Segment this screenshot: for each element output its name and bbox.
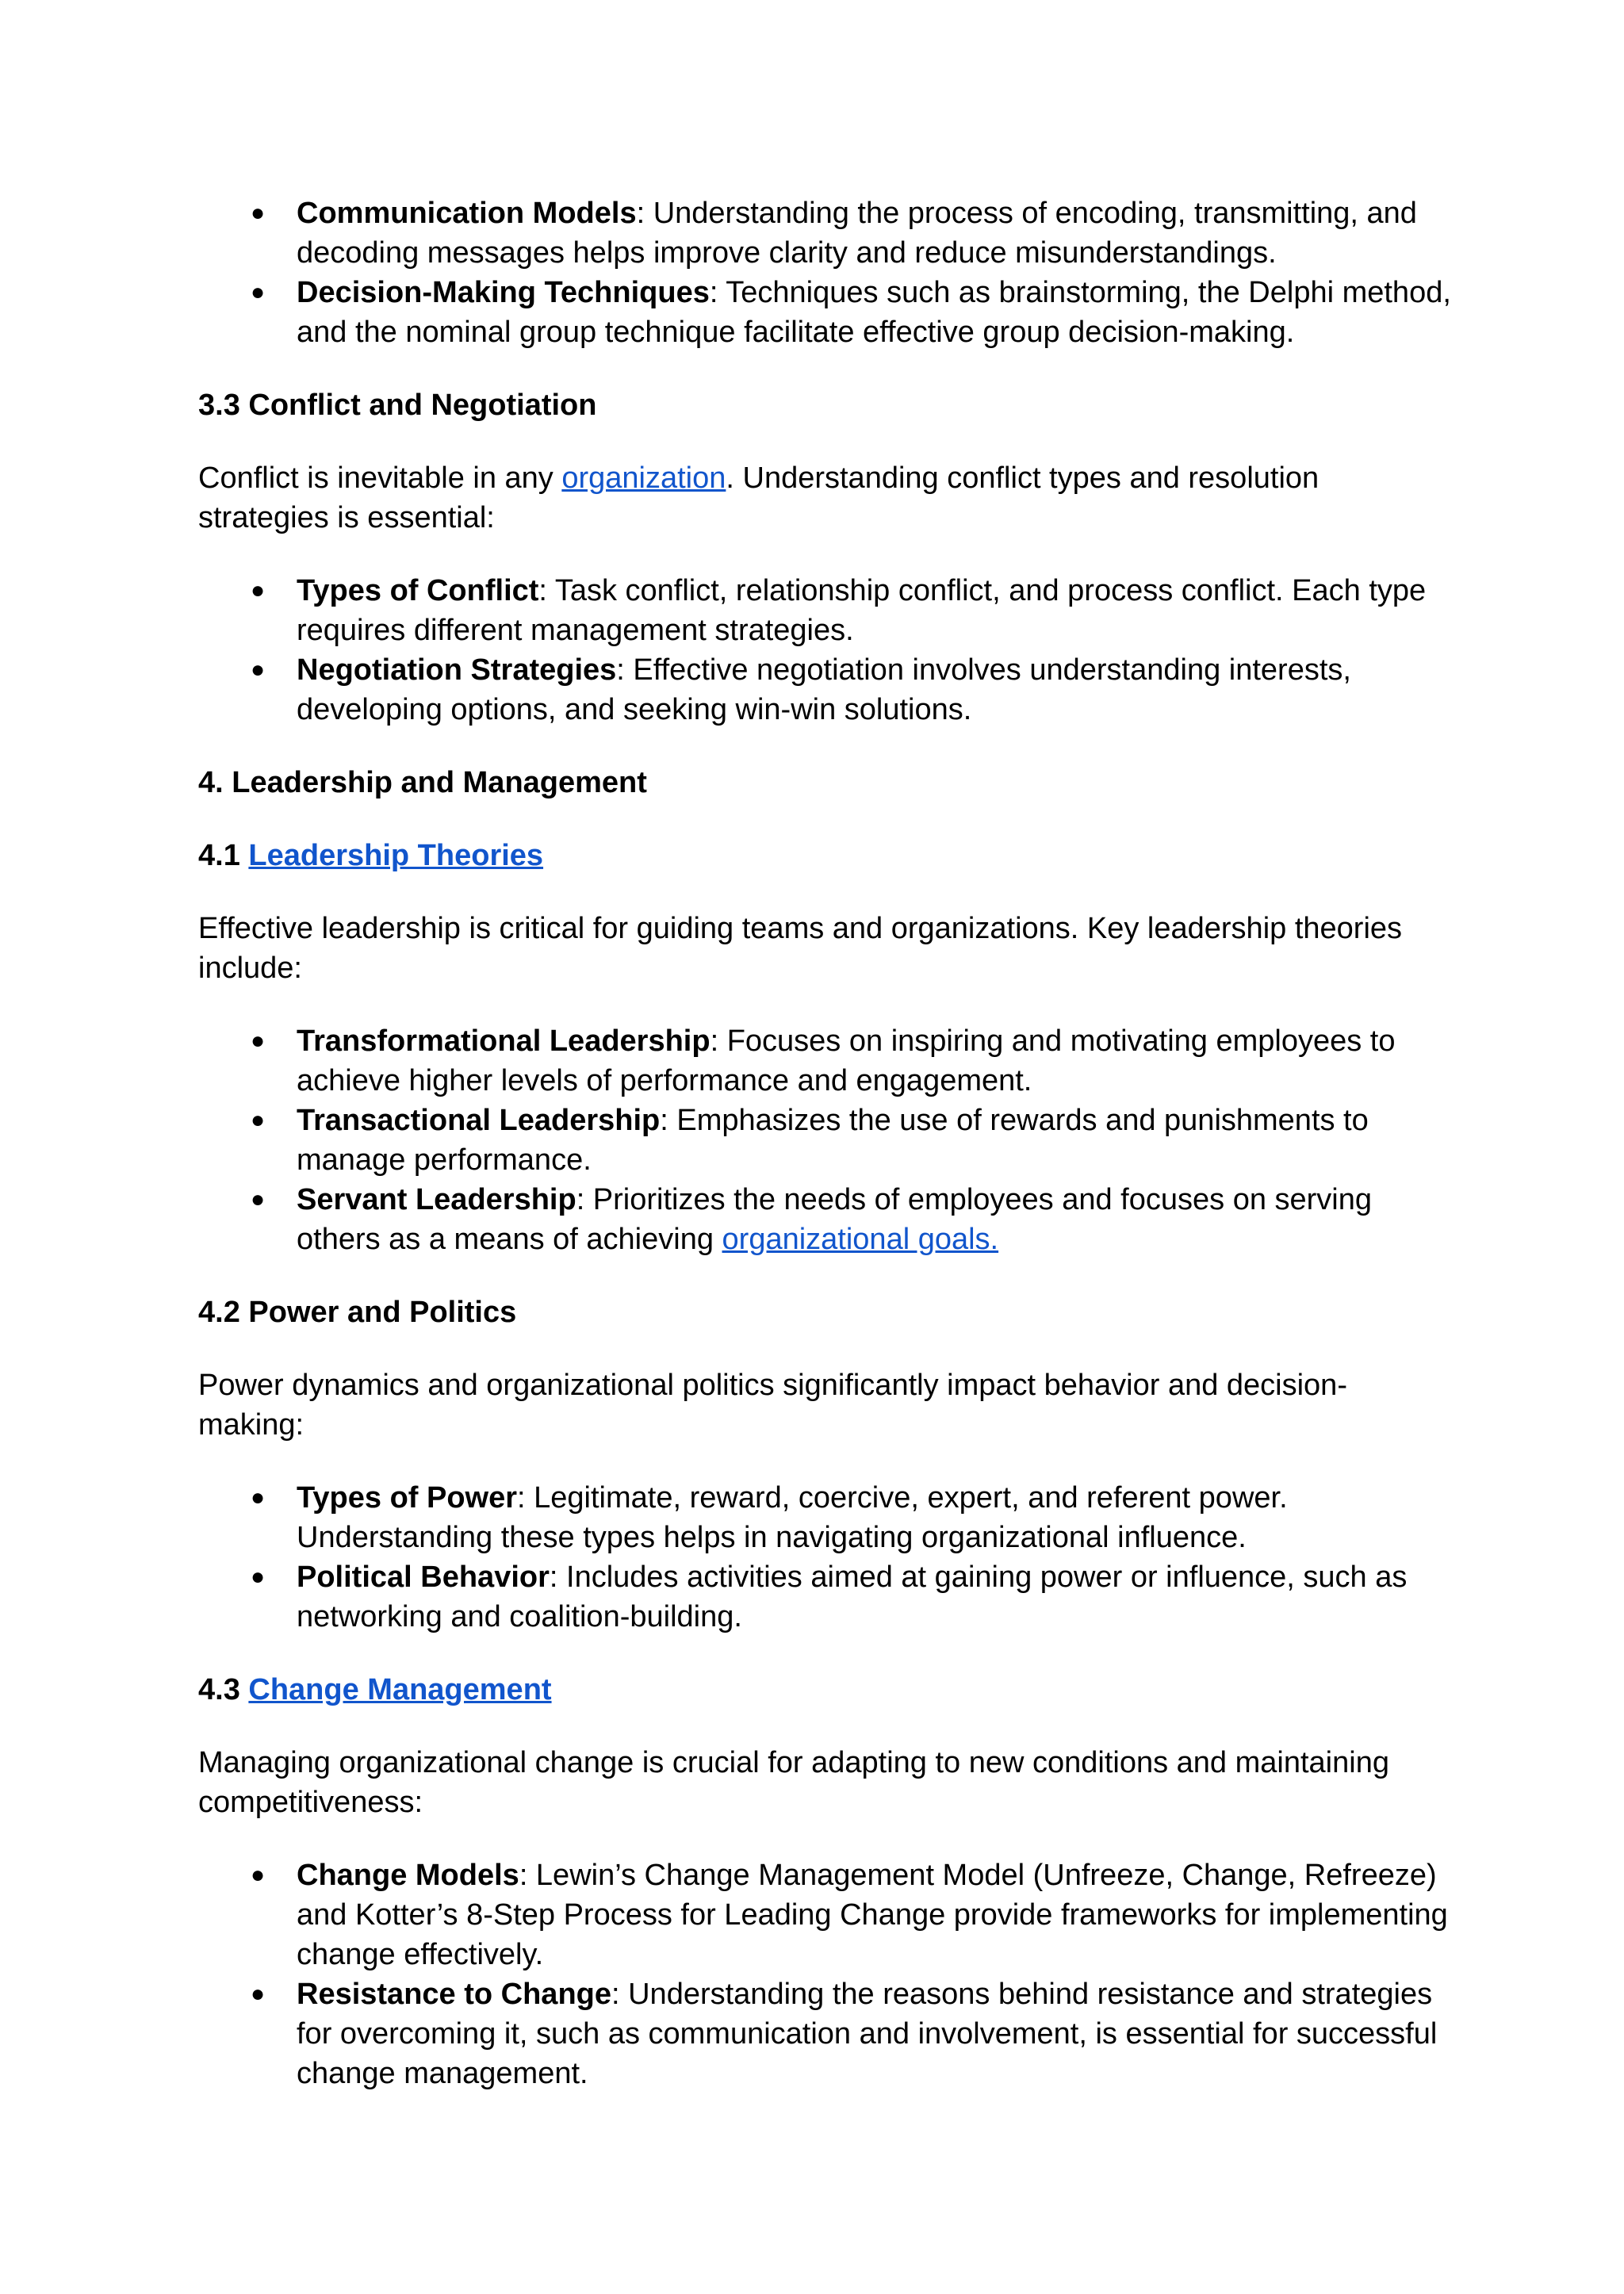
- section-intro-conflict: [198, 458, 1451, 538]
- list-item: [198, 1855, 1451, 1974]
- communication-list: [198, 193, 1451, 352]
- organization-link[interactable]: organization: [561, 461, 726, 495]
- section-heading-change-management: [198, 1670, 1451, 1710]
- bullet-icon: ●: [251, 657, 266, 683]
- list-item-text: : Understanding the process of encoding, transmitting, and decoding messages helps improve clarity and reduce misunderstandings.: [297, 197, 1417, 270]
- list-item: [198, 1974, 1451, 2093]
- list-item: [198, 1478, 1451, 1557]
- section-heading-power-politics: 4.2 Power and Politics: [198, 1296, 517, 1329]
- leadership-list: [198, 1021, 1451, 1259]
- section-intro-change: Managing organizational change is crucial for adapting to new conditions and maintaining competitiveness:: [198, 1746, 1389, 1819]
- list-item-term: Types of Power: [297, 1481, 518, 1515]
- list-item-text: : Legitimate, reward, coercive, expert, and referent power. Understanding these types helps in navigating organizational influence.: [297, 1481, 1288, 1554]
- list-item-text: : Understanding the reasons behind resistance and strategies for overcoming it, such as communication and involvement, is essential for successful change management.: [297, 1978, 1438, 2090]
- list-item-term: Transformational Leadership: [297, 1024, 710, 1058]
- intro-text: . Understanding conflict types and resolution strategies is essential:: [198, 461, 1320, 534]
- power-list: [198, 1478, 1451, 1637]
- list-item-term: Resistance to Change: [297, 1978, 611, 2011]
- list-item-text: : Lewin’s Change Management Model (Unfreeze, Change, Refreeze) and Kotter’s 8-Step Process for Leading Change provide frameworks for implementing change effectively.: [297, 1859, 1448, 1971]
- section-intro-power: Power dynamics and organizational politics significantly impact behavior and decision-making:: [198, 1369, 1347, 1442]
- conflict-list: [198, 571, 1451, 730]
- list-item-text: : Includes activities aimed at gaining power or influence, such as networking and coalition-building.: [297, 1561, 1408, 1633]
- list-item: [198, 1021, 1451, 1101]
- list-item-term: Decision-Making Techniques: [297, 276, 710, 309]
- list-item: [198, 1101, 1451, 1180]
- document-page: [198, 193, 1451, 2093]
- bullet-icon: ●: [251, 1981, 266, 2007]
- leadership-theories-link[interactable]: Leadership Theories: [248, 839, 544, 872]
- list-item: [198, 1180, 1451, 1259]
- section-heading-leadership-management: 4. Leadership and Management: [198, 766, 647, 799]
- list-item-text: : Focuses on inspiring and motivating employees to achieve higher levels of performance and engagement.: [297, 1024, 1396, 1097]
- bullet-icon: ●: [251, 1107, 266, 1133]
- list-item-term: Change Models: [297, 1859, 519, 1892]
- list-item-term: Political Behavior: [297, 1561, 550, 1594]
- list-item-text: : Effective negotiation involves understanding interests, developing options, and seeking win-win solutions.: [297, 653, 1351, 726]
- list-item-text: : Prioritizes the needs of employees and focuses on serving others as a means of achieving: [297, 1183, 1373, 1256]
- list-item-term: Servant Leadership: [297, 1183, 576, 1216]
- bullet-icon: ●: [251, 1186, 266, 1212]
- list-item: [198, 571, 1451, 650]
- bullet-icon: ●: [251, 1484, 266, 1511]
- bullet-icon: ●: [251, 1862, 266, 1888]
- heading-number: 4.3: [198, 1673, 249, 1706]
- change-management-link[interactable]: Change Management: [248, 1673, 552, 1706]
- list-item-term: Types of Conflict: [297, 574, 539, 607]
- list-item-term: Communication Models: [297, 197, 637, 230]
- bullet-icon: ●: [251, 279, 266, 305]
- list-item: [198, 273, 1451, 352]
- heading-number: 4.1: [198, 839, 249, 872]
- list-item-term: Transactional Leadership: [297, 1104, 661, 1137]
- bullet-icon: ●: [251, 577, 266, 603]
- section-heading-leadership-theories: [198, 836, 1451, 875]
- list-item: [198, 193, 1451, 273]
- intro-text: Conflict is inevitable in any: [198, 461, 562, 495]
- list-item: [198, 650, 1451, 730]
- change-list: [198, 1855, 1451, 2093]
- list-item: [198, 1557, 1451, 1637]
- section-intro-leadership: Effective leadership is critical for guiding teams and organizations. Key leadership theories include:: [198, 912, 1403, 985]
- list-item-term: Negotiation Strategies: [297, 653, 617, 687]
- section-heading-conflict: 3.3 Conflict and Negotiation: [198, 389, 597, 422]
- organizational-goals-link[interactable]: organizational goals.: [722, 1223, 999, 1256]
- bullet-icon: ●: [251, 1564, 266, 1590]
- bullet-icon: ●: [251, 1028, 266, 1054]
- list-item-text: : Emphasizes the use of rewards and punishments to manage performance.: [297, 1104, 1369, 1177]
- list-item-text: : Techniques such as brainstorming, the Delphi method, and the nominal group technique facilitate effective group decision-making.: [297, 276, 1451, 349]
- bullet-icon: ●: [251, 200, 266, 226]
- list-item-text: : Task conflict, relationship conflict, and process conflict. Each type requires different management strategies.: [297, 574, 1427, 647]
